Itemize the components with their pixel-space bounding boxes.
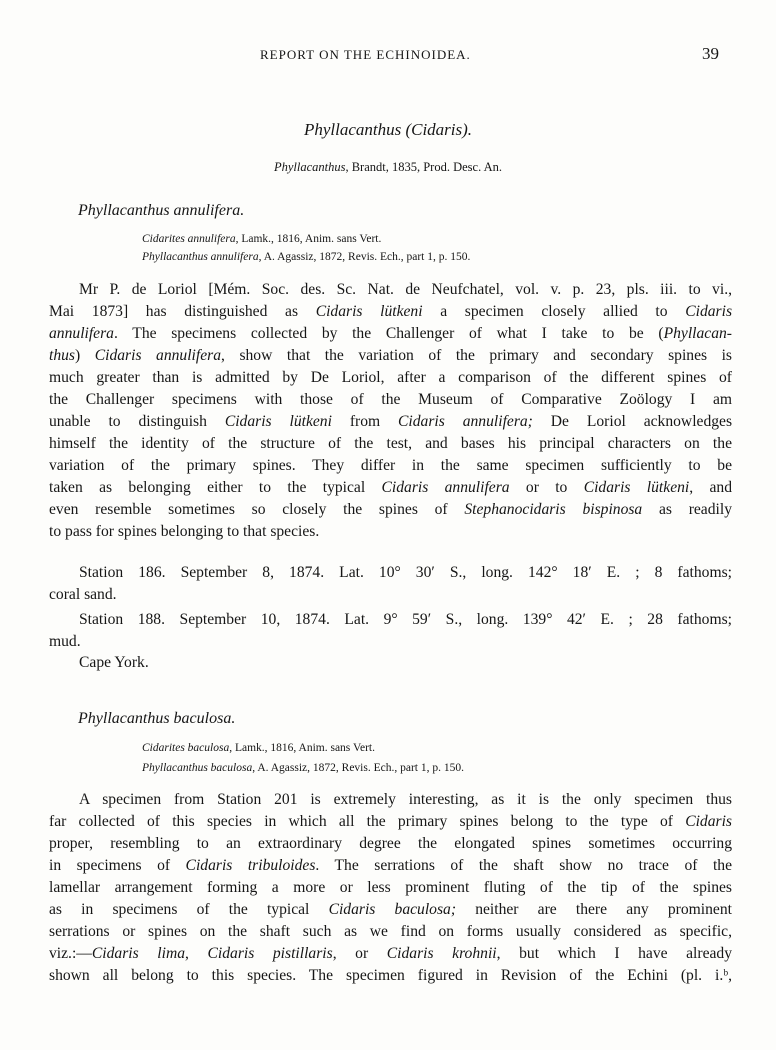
text-line: proper, resembling to an extraordinary degree the elongated spines sometimes occurring <box>49 835 732 852</box>
text-line: annulifera. The specimens collected by the Challenger of what I take to be (Phyllacan- <box>49 325 732 342</box>
synonym-line <box>142 742 375 754</box>
station-line: mud. <box>49 633 81 650</box>
genus-attribution-name: Phyllacanthus <box>273 160 346 174</box>
station-line: Station 188. September 10, 1874. Lat. 9° 59′ S., long. 139° 42′ E. ; 28 fathoms; <box>79 611 732 628</box>
station-line: coral sand. <box>49 586 117 603</box>
text-line: in specimens of Cidaris tribuloides. The serrations of the shaft show no trace of the <box>49 857 732 874</box>
text-line: serrations or spines on the shaft such as we find on forms usually considered as specific, <box>49 923 732 940</box>
synonym-name: Phyllacanthus baculosa <box>142 762 253 774</box>
text-line: thus) Cidaris annulifera, show that the variation of the primary and secondary spines is <box>49 347 732 364</box>
locality-record <box>49 652 732 674</box>
text-line: shown all belong to this species. The specimen figured in Revision of the Echini (pl. i.ᵇ, <box>49 967 732 984</box>
text-line: the Challenger specimens with those of the Museum of Comparative Zoölogy I am <box>49 391 732 408</box>
text-line: far collected of this species in which all the primary spines belong to the type of Cidaris <box>49 813 732 830</box>
text-line: taken as belonging either to the typical Cidaris annulifera or to Cidaris lütkeni, and <box>49 479 732 496</box>
baculosa-paragraph <box>49 789 732 987</box>
synonym-name: Cidarites annulifera <box>142 233 236 245</box>
synonym-ref: , Lamk., 1816, Anim. sans Vert. <box>229 742 375 754</box>
text-line: Mr P. de Loriol [Mém. Soc. des. Sc. Nat. de Neufchatel, vol. v. p. 23, pls. iii. to vi., <box>79 281 732 298</box>
genus-attribution-ref: , Brandt, 1835, Prod. Desc. An. <box>345 160 503 174</box>
text-line: Mai 1873] has distinguished as Cidaris lütkeni a specimen closely allied to Cidaris <box>49 303 732 320</box>
text-line: viz.:—Cidaris lima, Cidaris pistillaris, or Cidaris krohnii, but which I have already <box>49 945 732 962</box>
page-number: 39 <box>702 44 719 63</box>
running-header <box>0 44 776 64</box>
text-line: himself the identity of the structure of the test, and bases his principal characters on the <box>49 435 732 452</box>
synonym-line <box>142 233 381 245</box>
locality-line: Cape York. <box>79 654 149 671</box>
text-line: much greater than is admitted by De Loriol, after a comparison of the different spines of <box>49 369 732 386</box>
annulifera-paragraph <box>49 279 732 543</box>
species-heading-baculosa: Phyllacanthus baculosa. <box>78 710 236 727</box>
station-line: Station 186. September 8, 1874. Lat. 10° 30′ S., long. 142° 18′ E. ; 8 fathoms; <box>79 564 732 581</box>
synonym-ref: , A. Agassiz, 1872, Revis. Ech., part 1, p. 150. <box>252 762 464 774</box>
text-line: variation of the primary spines. They differ in the same specimen sufficiently to be <box>49 457 732 474</box>
text-line: lamellar arrangement forming a more or less prominent fluting of the tip of the spines <box>49 879 732 896</box>
station-record <box>49 609 732 653</box>
synonym-name: Cidarites baculosa <box>142 742 230 754</box>
synonym-line <box>142 251 470 263</box>
text-line: A specimen from Station 201 is extremely interesting, as it is the only specimen thus <box>79 791 732 808</box>
text-line: as in specimens of the typical Cidaris baculosa; neither are there any prominent <box>49 901 732 918</box>
synonym-ref: , Lamk., 1816, Anim. sans Vert. <box>235 233 382 245</box>
text-line: to pass for spines belonging to that species. <box>49 523 320 540</box>
synonym-ref: , A. Agassiz, 1872, Revis. Ech., part 1, p. 150. <box>258 251 471 263</box>
synonym-name: Phyllacanthus annulifera <box>142 251 259 263</box>
synonym-line <box>142 762 464 774</box>
species-heading-annulifera: Phyllacanthus annulifera. <box>78 202 245 219</box>
genus-attribution <box>0 160 776 175</box>
genus-heading: Phyllacanthus (Cidaris). <box>303 120 473 139</box>
running-title: REPORT ON THE ECHINOIDEA. <box>260 47 471 62</box>
station-record <box>49 562 732 606</box>
text-line: unable to distinguish Cidaris lütkeni from Cidaris annulifera; De Loriol acknowledges <box>49 413 732 430</box>
text-line: even resemble sometimes so closely the spines of Stephanocidaris bispinosa as readily <box>49 501 732 518</box>
